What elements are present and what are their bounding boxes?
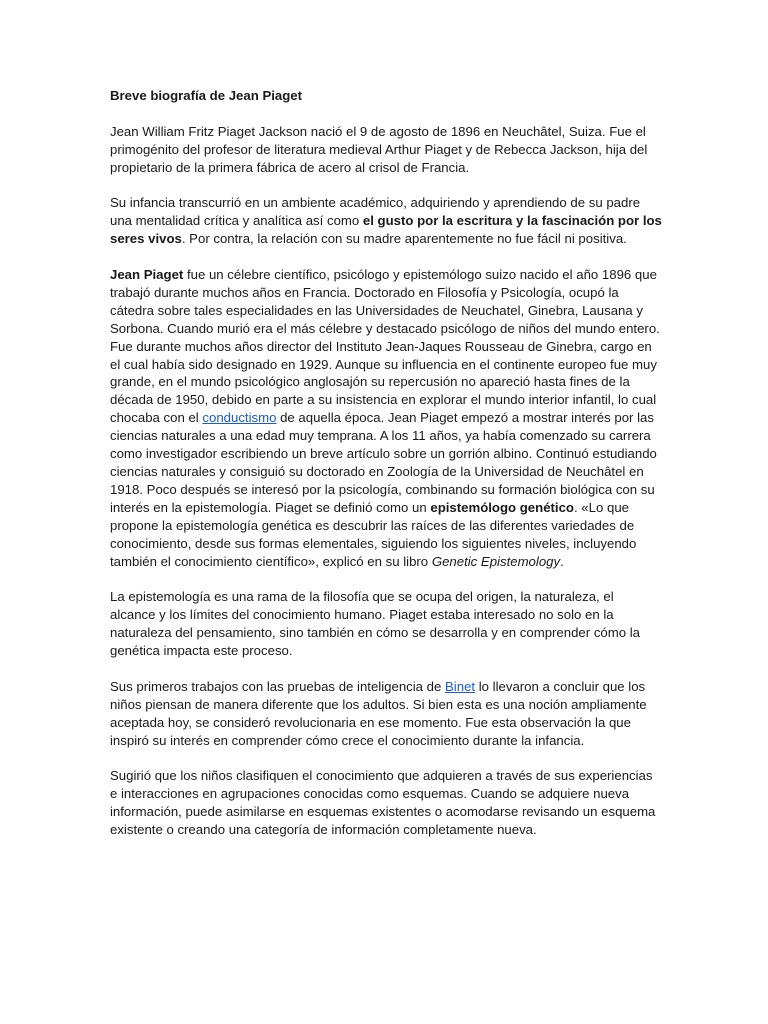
paragraph-text: Sus primeros trabajos con las pruebas de inteligencia de [110,678,446,694]
bold-text: el gusto por la escritura y la fascinación por los seres vivos [110,213,662,247]
document-page [110,87,662,857]
document-title: Breve biografía de Jean Piaget [110,88,303,103]
paragraph-birth: Jean William Fritz Piaget Jackson nació el 9 de agosto de 1896 en Neuchâtel, Suiza. Fue el primogénito del profesor de literatura medieval Arthur Piaget y de Rebecca Jackson, hija del propietario de la primera fábrica de acero al crisol de Francia. [110,123,648,175]
paragraph-text: lo llevaron a concluir que los niños piensan de manera diferente que los adultos. Si bien esta es una noción ampliamente aceptada hoy, se consideró revolucionaria en ese momento. Fue esta observación la que inspiró su interés en comprender cómo crece el conocimiento durante la infancia. [110,678,647,748]
link-conductismo[interactable]: conductismo [202,410,277,426]
bold-text: Jean Piaget [110,267,184,283]
paragraph-career [110,266,662,570]
paragraph-text: . [560,553,564,569]
paragraph-schemas: Sugirió que los niños clasifiquen el conocimiento que adquieren a través de sus experiencias e interacciones en agrupaciones conocidas como esquemas. Cuando se adquiere nueva información, puede asimilarse en esquemas existentes o acomodarse revisando un esquema existente o creando una categoría de información completamente nueva. [110,768,656,838]
paragraph-binet [110,678,662,750]
paragraph-text: de aquella época. Jean Piaget empezó a mostrar interés por las ciencias naturales a una edad muy temprana. A los 11 años, ya había comenzado su carrera como investigador escribiendo un breve artículo sobre un gorrión albino. Continuó estudiando ciencias naturales y consiguió su doctorado en Zoología de la Universidad de Neuchâtel en 1918. Poco después se interesó por la psicología, combinando su formación biológica con su interés en la epistemología. Piaget se definió como un [110,410,657,515]
paragraph-text: . «Lo que propone la epistemología genética es descubrir las raíces de las diferentes variedades de conocimiento, desde sus formas elementales, siguiendo los siguientes niveles, incluyendo también el conocimiento científico», explicó en su libro [110,499,637,569]
book-title: Genetic Epistemology [431,553,561,569]
paragraph-epistemology: La epistemología es una rama de la filosofía que se ocupa del origen, la naturaleza, el alcance y los límites del conocimiento humano. Piaget estaba interesado no solo en la naturaleza del pensamiento, sino también en cómo se desarrolla y en comprender cómo la genética impacta este proceso. [110,589,640,659]
paragraph-childhood [110,194,662,248]
paragraph-text: Su infancia transcurrió en un ambiente académico, adquiriendo y aprendiendo de su padre una mentalidad crítica y analítica así como [110,195,641,229]
paragraph-text: fue un célebre científico, psicólogo y epistemólogo suizo nacido el año 1896 que trabajó durante muchos años en Francia. Doctorado en Filosofía y Psicología, ocupó la cátedra sobre tales especialidades en las Universidades de Neuchatel, Ginebra, Lausana y Sorbona. Cuando murió era el más célebre y destacado psicólogo de niños del mundo entero. Fue durante muchos años director del Instituto Jean-Jaques Rousseau de Ginebra, cargo en el cual había sido designado en 1929. Aunque su influencia en el continente europeo fue muy grande, en el mundo psicológico anglosajón su repercusión no apareció hasta fines de la década de 1950, debido en parte a su insistencia en explorar el mundo interior infantil, lo cual chocaba con el [110,267,660,426]
bold-text: epistemólogo genético [430,499,574,515]
link-binet[interactable]: Binet [445,678,476,694]
paragraph-text: . Por contra, la relación con su madre aparentemente no fue fácil ni positiva. [181,231,627,247]
